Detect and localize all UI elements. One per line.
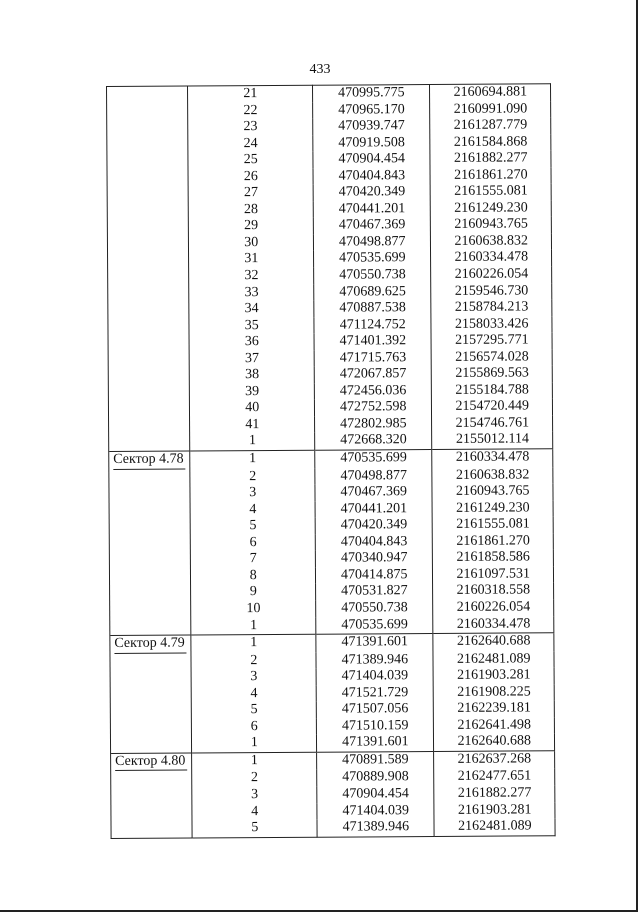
- coordinates-table-body: [107, 84, 556, 838]
- x-coordinate-cell: 470919.508: [313, 135, 430, 152]
- x-coordinate-cell: 472668.320: [315, 433, 432, 451]
- x-coordinate-cell: 472067.857: [315, 366, 432, 383]
- x-coordinate-cell: 470467.369: [314, 217, 431, 234]
- point-number-cell: 10: [191, 601, 316, 618]
- point-number-cell: 4: [191, 685, 316, 702]
- y-coordinate-cell: 2160226.054: [433, 599, 554, 616]
- x-coordinate-cell: 470887.538: [314, 300, 431, 317]
- x-coordinate-cell: 471404.039: [316, 668, 433, 685]
- sector-cell: [107, 219, 188, 236]
- x-coordinate-cell: 471401.392: [314, 333, 431, 350]
- sector-cell: [108, 252, 189, 269]
- sector-cell: [107, 153, 188, 170]
- sector-cell: [109, 417, 190, 434]
- x-coordinate-cell: 470498.877: [314, 234, 431, 251]
- y-coordinate-cell: 2161249.230: [432, 500, 553, 517]
- sector-cell: [111, 753, 192, 772]
- x-coordinate-cell: 470535.699: [315, 450, 432, 469]
- point-number-cell: 30: [189, 235, 314, 252]
- sector-cell: [108, 401, 189, 418]
- table-row: [111, 818, 555, 838]
- sector-cell: [110, 703, 191, 720]
- x-coordinate-cell: 470467.369: [315, 484, 432, 501]
- y-coordinate-cell: 2158033.426: [431, 316, 552, 333]
- sector-cell: [108, 368, 189, 385]
- x-coordinate-cell: 471389.946: [316, 652, 433, 669]
- point-number-cell: 26: [188, 168, 313, 185]
- point-number-cell: 1: [191, 634, 316, 653]
- y-coordinate-cell: 2155869.563: [431, 366, 552, 383]
- point-number-cell: 41: [190, 417, 315, 434]
- y-coordinate-cell: 2154746.761: [432, 415, 553, 432]
- y-coordinate-cell: 2161882.277: [430, 150, 551, 167]
- x-coordinate-cell: 471404.039: [317, 803, 434, 820]
- sector-cell: [107, 202, 188, 219]
- point-number-cell: 29: [189, 218, 314, 235]
- x-coordinate-cell: 471391.601: [317, 734, 434, 752]
- sector-cell: [109, 535, 190, 552]
- sector-cell: [109, 568, 190, 585]
- point-number-cell: 23: [188, 119, 313, 136]
- sector-cell: [110, 585, 191, 602]
- x-coordinate-cell: 470535.699: [314, 250, 431, 267]
- sector-cell: [110, 618, 191, 636]
- point-number-cell: 34: [189, 301, 314, 318]
- table-row: [110, 616, 554, 636]
- x-coordinate-cell: 470441.201: [313, 201, 430, 218]
- table-row: [111, 785, 555, 804]
- sector-cell: [110, 670, 191, 687]
- x-coordinate-cell: 470531.827: [316, 583, 433, 600]
- point-number-cell: 22: [188, 102, 313, 119]
- x-coordinate-cell: 470689.625: [314, 284, 431, 301]
- sector-cell: [110, 719, 191, 736]
- point-number-cell: 7: [191, 551, 316, 568]
- x-coordinate-cell: 471521.729: [316, 685, 433, 702]
- y-coordinate-cell: 2162641.498: [434, 717, 555, 734]
- x-coordinate-cell: 470535.699: [316, 617, 433, 635]
- y-coordinate-cell: 2161861.270: [430, 167, 551, 184]
- x-coordinate-cell: 470904.454: [317, 786, 434, 803]
- y-coordinate-cell: 2160943.765: [432, 483, 553, 500]
- y-coordinate-cell: 2157295.771: [431, 332, 552, 349]
- point-number-cell: 21: [188, 85, 313, 103]
- sector-cell: [109, 469, 190, 486]
- y-coordinate-cell: 2160991.090: [430, 101, 551, 118]
- point-number-cell: 32: [189, 268, 314, 285]
- y-coordinate-cell: 2162640.688: [433, 633, 554, 652]
- coordinates-table: [106, 83, 556, 838]
- sector-cell: [107, 120, 188, 137]
- y-coordinate-cell: 2161555.081: [432, 516, 553, 533]
- y-coordinate-cell: 2161858.586: [433, 550, 554, 567]
- sector-cell: [107, 235, 188, 252]
- point-number-cell: 5: [192, 702, 317, 719]
- point-number-cell: 6: [192, 719, 317, 736]
- sector-label: Сектор 4.80: [115, 753, 187, 771]
- x-coordinate-cell: 471124.752: [314, 317, 431, 334]
- sector-cell: [108, 335, 189, 352]
- y-coordinate-cell: 2161903.281: [433, 667, 554, 684]
- x-coordinate-cell: 470889.908: [317, 769, 434, 786]
- sector-cell: [107, 86, 188, 104]
- sector-cell: [109, 552, 190, 569]
- y-coordinate-cell: 2155184.788: [432, 382, 553, 399]
- point-number-cell: 40: [190, 400, 315, 417]
- y-coordinate-cell: 2162640.688: [434, 734, 555, 752]
- point-number-cell: 39: [190, 384, 315, 401]
- sector-cell: [107, 103, 188, 120]
- y-coordinate-cell: 2162239.181: [434, 701, 555, 718]
- point-number-cell: 8: [191, 568, 316, 585]
- x-coordinate-cell: 470404.843: [313, 168, 430, 185]
- y-coordinate-cell: 2161287.779: [430, 117, 551, 134]
- y-coordinate-cell: 2160694.881: [430, 84, 551, 102]
- point-number-cell: 1: [192, 752, 317, 771]
- table-row: [110, 734, 554, 754]
- y-coordinate-cell: 2160334.478: [431, 250, 552, 267]
- y-coordinate-cell: 2161555.081: [430, 184, 551, 201]
- point-number-cell: 4: [192, 803, 317, 820]
- sector-cell: [107, 186, 188, 203]
- point-number-cell: 24: [188, 135, 313, 152]
- table-row: [107, 84, 551, 104]
- y-coordinate-cell: 2161908.225: [433, 684, 554, 701]
- y-coordinate-cell: 2155012.114: [432, 432, 553, 450]
- sector-cell: [108, 285, 189, 302]
- point-number-cell: 28: [188, 202, 313, 219]
- x-coordinate-cell: 470939.747: [313, 118, 430, 135]
- x-coordinate-cell: 470550.738: [316, 600, 433, 617]
- sector-cell: [111, 821, 192, 839]
- y-coordinate-cell: 2160318.558: [433, 583, 554, 600]
- sector-cell: [108, 269, 189, 286]
- x-coordinate-cell: 470414.875: [316, 567, 433, 584]
- point-number-cell: 33: [189, 284, 314, 301]
- y-coordinate-cell: 2161903.281: [434, 802, 555, 819]
- point-number-cell: 31: [189, 251, 314, 268]
- page-number: 433: [309, 62, 331, 77]
- sector-cell: [111, 804, 192, 821]
- sector-cell: [108, 351, 189, 368]
- y-coordinate-cell: 2160334.478: [433, 616, 554, 634]
- y-coordinate-cell: 2161584.868: [430, 134, 551, 151]
- point-number-cell: 2: [192, 770, 317, 787]
- point-number-cell: 38: [190, 367, 315, 384]
- sector-cell: [110, 686, 191, 703]
- sector-cell: [110, 653, 191, 670]
- point-number-cell: 1: [191, 617, 316, 635]
- point-number-cell: 37: [189, 350, 314, 367]
- x-coordinate-cell: 471507.056: [317, 701, 434, 718]
- sector-cell: [107, 169, 188, 186]
- point-number-cell: 3: [192, 787, 317, 804]
- x-coordinate-cell: 472802.985: [315, 416, 432, 433]
- y-coordinate-cell: 2159546.730: [431, 283, 552, 300]
- x-coordinate-cell: 470340.947: [316, 550, 433, 567]
- point-number-cell: 1: [190, 433, 315, 451]
- x-coordinate-cell: 472456.036: [315, 383, 432, 400]
- x-coordinate-cell: 470995.775: [313, 85, 430, 103]
- sector-cell: [108, 302, 189, 319]
- point-number-cell: 25: [188, 152, 313, 169]
- y-coordinate-cell: 2160638.832: [432, 467, 553, 484]
- y-coordinate-cell: 2161861.270: [433, 533, 554, 550]
- sector-cell: [111, 771, 192, 788]
- y-coordinate-cell: 2160334.478: [432, 449, 553, 468]
- y-coordinate-cell: 2160638.832: [431, 233, 552, 250]
- sector-cell: [109, 502, 190, 519]
- sector-cell: [109, 486, 190, 503]
- point-number-cell: 2: [191, 652, 316, 669]
- point-number-cell: 35: [189, 317, 314, 334]
- sector-cell: [107, 136, 188, 153]
- point-number-cell: 3: [190, 485, 315, 502]
- sector-cell: [110, 635, 191, 654]
- point-number-cell: 27: [188, 185, 313, 202]
- sector-cell: [109, 434, 190, 452]
- x-coordinate-cell: 471715.763: [314, 350, 431, 367]
- y-coordinate-cell: 2162481.089: [433, 651, 554, 668]
- y-coordinate-cell: 2160943.765: [431, 217, 552, 234]
- y-coordinate-cell: 2154720.449: [432, 399, 553, 416]
- y-coordinate-cell: 2156574.028: [431, 349, 552, 366]
- x-coordinate-cell: 470404.843: [316, 534, 433, 551]
- y-coordinate-cell: 2158784.213: [431, 299, 552, 316]
- point-number-cell: 3: [191, 669, 316, 686]
- y-coordinate-cell: 2162481.089: [434, 818, 555, 836]
- y-coordinate-cell: 2162477.651: [434, 769, 555, 786]
- point-number-cell: 36: [189, 334, 314, 351]
- point-number-cell: 1: [192, 735, 317, 753]
- point-number-cell: 5: [192, 820, 317, 838]
- sector-cell: [110, 601, 191, 618]
- x-coordinate-cell: 470550.738: [314, 267, 431, 284]
- x-coordinate-cell: 470420.349: [313, 184, 430, 201]
- x-coordinate-cell: 470965.170: [313, 102, 430, 119]
- y-coordinate-cell: 2161097.531: [433, 566, 554, 583]
- table-row: [109, 432, 553, 452]
- sector-cell: [109, 451, 190, 470]
- sector-cell: [109, 519, 190, 536]
- x-coordinate-cell: 471391.601: [316, 634, 433, 653]
- x-coordinate-cell: 470891.589: [317, 751, 434, 770]
- sector-cell: [108, 318, 189, 335]
- x-coordinate-cell: 471389.946: [317, 819, 434, 837]
- x-coordinate-cell: 470498.877: [315, 468, 432, 485]
- point-number-cell: 6: [191, 534, 316, 551]
- y-coordinate-cell: 2162637.268: [434, 751, 555, 770]
- x-coordinate-cell: 470420.349: [315, 517, 432, 534]
- table-row: [110, 599, 554, 618]
- sector-label: Сектор 4.79: [114, 636, 186, 654]
- point-number-cell: 4: [190, 501, 315, 518]
- y-coordinate-cell: 2161249.230: [430, 200, 551, 217]
- x-coordinate-cell: 470904.454: [313, 151, 430, 168]
- x-coordinate-cell: 472752.598: [315, 399, 432, 416]
- sector-cell: [108, 384, 189, 401]
- sector-cell: [110, 736, 191, 754]
- x-coordinate-cell: 471510.159: [317, 718, 434, 735]
- sector-label: Сектор 4.78: [113, 452, 185, 470]
- y-coordinate-cell: 2160226.054: [431, 266, 552, 283]
- point-number-cell: 1: [190, 450, 315, 469]
- y-coordinate-cell: 2161882.277: [434, 785, 555, 802]
- point-number-cell: 9: [191, 584, 316, 601]
- point-number-cell: 2: [190, 468, 315, 485]
- point-number-cell: 5: [190, 518, 315, 535]
- x-coordinate-cell: 470441.201: [315, 501, 432, 518]
- sector-cell: [111, 787, 192, 804]
- table-row: [108, 266, 552, 285]
